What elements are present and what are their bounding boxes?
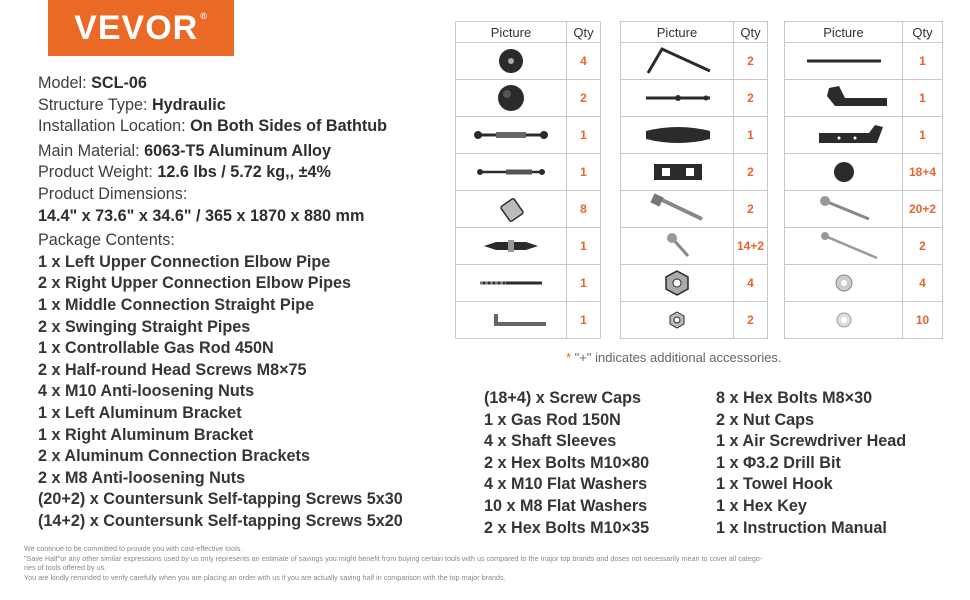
package-label: Package Contents: <box>38 231 175 250</box>
straight-pipe-icon <box>621 80 734 117</box>
table-row <box>785 191 943 228</box>
package-item: 1 x Controllable Gas Rod 450N <box>38 339 274 358</box>
package-item: 1 x Middle Connection Straight Pipe <box>38 295 315 314</box>
package-item: 4 x M10 Anti-loosening Nuts <box>38 382 255 401</box>
table-row <box>785 80 943 117</box>
product-specs <box>38 73 458 532</box>
table-row <box>456 117 601 154</box>
package-item: 8 x Hex Bolts M8×30 <box>716 389 873 407</box>
countersunk-screw-icon <box>785 191 903 228</box>
package-item: 10 x M8 Flat Washers <box>484 496 648 515</box>
package-item: 2 x Half-round Head Screws M8×75 <box>38 360 307 379</box>
table-row <box>621 43 768 80</box>
package-item: 4 x M10 Flat Washers <box>484 475 648 494</box>
qty-value: 1 <box>567 228 601 265</box>
spec-dims: 14.4" x 73.6" x 34.6" / 365 x 1870 x 880 mm <box>38 206 365 225</box>
package-item: 1 x Hex Key <box>716 496 807 515</box>
m8-washer-icon <box>785 302 903 339</box>
package-list-mid <box>484 388 649 539</box>
qty-value: 1 <box>903 117 943 154</box>
connection-bracket-icon <box>621 154 734 191</box>
left-bracket-icon <box>785 80 903 117</box>
table-row <box>785 302 943 339</box>
qty-value: 1 <box>734 117 768 154</box>
self-tapping-screw-icon <box>621 228 734 265</box>
hex-key-icon <box>456 302 567 339</box>
qty-value: 1 <box>903 80 943 117</box>
table-row <box>621 228 768 265</box>
package-item: 1 x Towel Hook <box>716 475 833 494</box>
package-item: 1 x Air Screwdriver Head <box>716 432 907 451</box>
qty-value: 1 <box>567 154 601 191</box>
table-row <box>785 43 943 80</box>
table-row <box>785 228 943 265</box>
qty-value: 2 <box>903 228 943 265</box>
round-cap-icon <box>456 43 567 80</box>
package-item: 1 x Gas Rod 150N <box>484 410 621 429</box>
table-row <box>621 265 768 302</box>
footer-line: You are kindly reminded to verify carefully when you are placing an order with us if you are actually saving half in comparison with the top major brands. <box>24 572 506 582</box>
spec-weight: Product Weight: 12.6 lbs / 5.72 kg,, ±4% <box>38 163 331 182</box>
small-nut-icon <box>621 302 734 339</box>
parts-table-1 <box>455 21 601 339</box>
package-item: 2 x Swinging Straight Pipes <box>38 317 251 336</box>
spec-dims-label: Product Dimensions: <box>38 184 188 203</box>
table-row <box>456 80 601 117</box>
spec-material: Main Material: 6063-T5 Aluminum Alloy <box>38 141 331 160</box>
elbow-pipe-icon <box>621 43 734 80</box>
table-row <box>621 302 768 339</box>
table-row <box>621 80 768 117</box>
qty-value: 8 <box>567 191 601 228</box>
qty-value: 4 <box>734 265 768 302</box>
package-item: 1 x Instruction Manual <box>716 518 887 537</box>
screw-cap-icon <box>785 154 903 191</box>
vevor-logo <box>48 0 234 56</box>
qty-header: Qty <box>734 22 768 43</box>
spec-model: Model: SCL-06 <box>38 74 147 92</box>
long-pipe-icon <box>785 43 903 80</box>
package-list-right <box>716 388 906 539</box>
shaft-sleeve-icon <box>456 191 567 228</box>
qty-value: 4 <box>567 43 601 80</box>
package-item: 2 x Hex Bolts M10×35 <box>484 518 650 537</box>
half-round-screw-icon <box>785 228 903 265</box>
table-row <box>456 265 601 302</box>
package-item: 2 x Right Upper Connection Elbow Pipes <box>38 274 351 293</box>
package-item: (18+4) x Screw Caps <box>484 389 642 407</box>
package-item: (14+2) x Countersunk Self-tapping Screws 5x20 <box>38 511 403 530</box>
qty-value: 1 <box>903 43 943 80</box>
qty-value: 1 <box>567 265 601 302</box>
table-row <box>785 154 943 191</box>
hex-bolt-icon <box>621 191 734 228</box>
footer-line: ries of tools offered by us. <box>24 563 107 572</box>
table-row <box>785 117 943 154</box>
table-row <box>456 302 601 339</box>
gas-rod-short-icon <box>456 154 567 191</box>
package-item: 4 x Shaft Sleeves <box>484 432 617 451</box>
table-row <box>456 191 601 228</box>
qty-value: 14+2 <box>734 228 768 265</box>
table-row <box>785 265 943 302</box>
parts-table-3 <box>784 21 943 339</box>
hex-nut-icon <box>621 265 734 302</box>
footer-line: We continue to be committed to provide you with cost-effective tools. <box>24 544 243 553</box>
accessories-note: * "+" indicates additional accessories. <box>566 350 782 365</box>
package-item: 2 x M8 Anti-loosening Nuts <box>38 468 246 487</box>
drill-bit-icon <box>456 265 567 302</box>
screwdriver-head-icon <box>456 228 567 265</box>
qty-value: 2 <box>734 43 768 80</box>
gas-rod-long-icon <box>456 117 567 154</box>
table-row <box>456 154 601 191</box>
brand-name: VEVOR <box>74 8 199 47</box>
package-list-left <box>38 252 458 533</box>
qty-value: 2 <box>734 191 768 228</box>
picture-header: Picture <box>456 22 567 43</box>
footer-line: "Save Half"or any other similar expressions used by us only represents an estimate of savings you might benefit from buying certain tools with us compared to the major top brands and doses not necessarily mean to cover all catego- <box>24 553 763 563</box>
qty-value: 4 <box>903 265 943 302</box>
dome-cap-icon <box>456 80 567 117</box>
qty-header: Qty <box>567 22 601 43</box>
package-item: (20+2) x Countersunk Self-tapping Screws 5x30 <box>38 490 403 509</box>
qty-value: 2 <box>734 80 768 117</box>
qty-value: 2 <box>567 80 601 117</box>
aluminum-bracket-icon <box>621 117 734 154</box>
table-row <box>456 43 601 80</box>
qty-value: 1 <box>567 117 601 154</box>
table-row <box>621 117 768 154</box>
qty-value: 2 <box>734 302 768 339</box>
m10-washer-icon <box>785 265 903 302</box>
footer-disclaimer <box>24 544 954 582</box>
picture-header: Picture <box>785 22 903 43</box>
table-row <box>456 228 601 265</box>
package-item: 1 x Right Aluminum Bracket <box>38 425 254 444</box>
spec-structure: Structure Type: Hydraulic <box>38 95 226 114</box>
package-item: 1 x Left Aluminum Bracket <box>38 403 242 422</box>
table-row <box>621 191 768 228</box>
package-item: 1 x Φ3.2 Drill Bit <box>716 453 841 472</box>
qty-value: 20+2 <box>903 191 943 228</box>
qty-value: 1 <box>567 302 601 339</box>
package-item: 2 x Nut Caps <box>716 410 815 429</box>
qty-value: 10 <box>903 302 943 339</box>
right-bracket-icon <box>785 117 903 154</box>
qty-header: Qty <box>903 22 943 43</box>
picture-header: Picture <box>621 22 734 43</box>
package-item: 1 x Left Upper Connection Elbow Pipe <box>38 252 331 271</box>
qty-value: 2 <box>734 154 768 191</box>
registered-mark: ® <box>200 11 208 21</box>
package-item: 2 x Aluminum Connection Brackets <box>38 447 310 466</box>
spec-install: Installation Location: On Both Sides of Bathtub <box>38 117 388 136</box>
qty-value: 18+4 <box>903 154 943 191</box>
table-row <box>621 154 768 191</box>
package-item: 2 x Hex Bolts M10×80 <box>484 453 650 472</box>
parts-table-2 <box>620 21 768 339</box>
